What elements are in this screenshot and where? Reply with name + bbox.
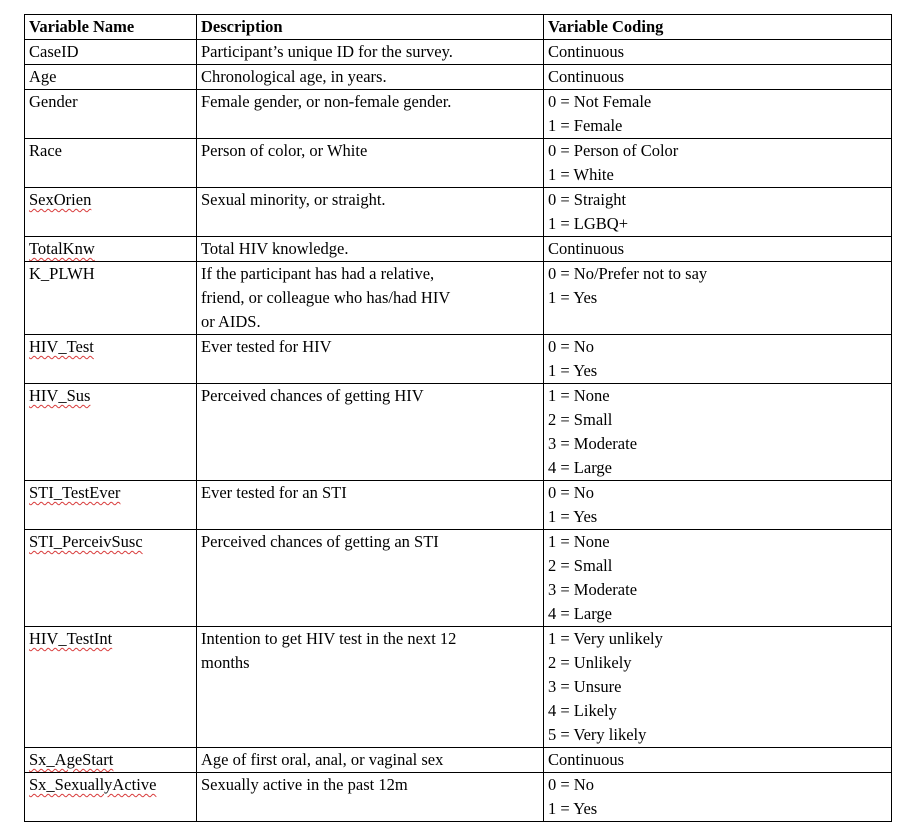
table-row [25, 65, 892, 90]
description-cell [197, 748, 544, 773]
header-variable-coding: Variable Coding [544, 15, 892, 40]
variable-name: CaseID [29, 42, 79, 61]
coding-cell [544, 90, 892, 139]
header-variable-name: Variable Name [25, 15, 197, 40]
variable-codebook-table [24, 14, 892, 822]
description-line: Ever tested for an STI [201, 483, 347, 502]
table-row [25, 773, 892, 822]
coding-line: 1 = LGBQ+ [548, 214, 629, 233]
coding-line: 0 = No [548, 483, 594, 502]
coding-line: Continuous [548, 750, 625, 769]
coding-line: 1 = Yes [548, 799, 598, 818]
variable-name-cell [25, 530, 197, 627]
description-line: Ever tested for HIV [201, 337, 332, 356]
coding-cell [544, 237, 892, 262]
coding-line: 1 = None [548, 532, 610, 551]
description-cell [197, 481, 544, 530]
variable-name-cell [25, 335, 197, 384]
coding-cell [544, 188, 892, 237]
description-cell [197, 90, 544, 139]
variable-name: Gender [29, 92, 78, 111]
description-cell [197, 773, 544, 822]
coding-line: Continuous [548, 239, 625, 258]
coding-line: 4 = Likely [548, 701, 617, 720]
variable-name: HIV_Test [29, 337, 94, 356]
coding-line: 4 = Large [548, 458, 612, 477]
coding-line: Continuous [548, 42, 625, 61]
table-row [25, 188, 892, 237]
variable-name: Sx_AgeStart [29, 750, 114, 769]
coding-cell [544, 530, 892, 627]
coding-cell [544, 384, 892, 481]
variable-name-cell [25, 40, 197, 65]
table-row [25, 530, 892, 627]
description-line: Sexually active in the past 12m [201, 775, 408, 794]
coding-line: 1 = Yes [548, 507, 598, 526]
description-line: Intention to get HIV test in the next 12 [201, 629, 457, 648]
variable-name-cell [25, 65, 197, 90]
coding-line: 0 = No/Prefer not to say [548, 264, 708, 283]
variable-name: HIV_TestInt [29, 629, 113, 648]
description-cell [197, 627, 544, 748]
coding-cell [544, 262, 892, 335]
variable-name-cell [25, 384, 197, 481]
table-row [25, 627, 892, 748]
table-row [25, 40, 892, 65]
description-cell [197, 262, 544, 335]
coding-line: 4 = Large [548, 604, 612, 623]
coding-line: 0 = Not Female [548, 92, 652, 111]
description-cell [197, 139, 544, 188]
description-line: Perceived chances of getting an STI [201, 532, 439, 551]
description-cell [197, 237, 544, 262]
description-cell [197, 530, 544, 627]
description-line: Chronological age, in years. [201, 67, 387, 86]
description-cell [197, 65, 544, 90]
coding-line: 1 = None [548, 386, 610, 405]
table-row [25, 335, 892, 384]
description-line: Sexual minority, or straight. [201, 190, 386, 209]
coding-line: 3 = Unsure [548, 677, 622, 696]
variable-name-cell [25, 748, 197, 773]
variable-name: STI_TestEver [29, 483, 121, 502]
variable-name: Race [29, 141, 62, 160]
variable-name: Age [29, 67, 57, 86]
description-cell [197, 384, 544, 481]
description-line: Person of color, or White [201, 141, 368, 160]
table-row [25, 90, 892, 139]
coding-cell [544, 139, 892, 188]
variable-name-cell [25, 139, 197, 188]
coding-cell [544, 748, 892, 773]
variable-name: STI_PerceivSusc [29, 532, 143, 551]
variable-name: Sx_SexuallyActive [29, 775, 157, 794]
coding-cell [544, 773, 892, 822]
variable-name: HIV_Sus [29, 386, 91, 405]
description-line: Total HIV knowledge. [201, 239, 349, 258]
coding-line: 0 = No [548, 337, 594, 356]
coding-line: 5 = Very likely [548, 725, 647, 744]
table-header [25, 15, 892, 40]
coding-cell [544, 481, 892, 530]
variable-name-cell [25, 627, 197, 748]
variable-name-cell [25, 237, 197, 262]
description-line: Age of first oral, anal, or vaginal sex [201, 750, 444, 769]
variable-name: K_PLWH [29, 264, 95, 283]
header-row [25, 15, 892, 40]
table-row [25, 481, 892, 530]
variable-name-cell [25, 262, 197, 335]
description-cell [197, 40, 544, 65]
coding-line: 2 = Unlikely [548, 653, 632, 672]
coding-line: 3 = Moderate [548, 434, 638, 453]
coding-line: Continuous [548, 67, 625, 86]
variable-name-cell [25, 773, 197, 822]
description-cell [197, 335, 544, 384]
table-row [25, 748, 892, 773]
description-cell [197, 188, 544, 237]
coding-line: 2 = Small [548, 556, 613, 575]
coding-line: 1 = Yes [548, 361, 598, 380]
header-description: Description [197, 15, 544, 40]
variable-name-cell [25, 188, 197, 237]
coding-line: 0 = No [548, 775, 594, 794]
table-row [25, 384, 892, 481]
coding-line: 1 = Female [548, 116, 623, 135]
coding-line: 1 = Yes [548, 288, 598, 307]
coding-line: 1 = Very unlikely [548, 629, 663, 648]
coding-cell [544, 627, 892, 748]
variable-name: TotalKnw [29, 239, 95, 258]
coding-line: 0 = Person of Color [548, 141, 679, 160]
table-row [25, 237, 892, 262]
table-row [25, 139, 892, 188]
description-line: months [201, 653, 250, 672]
variable-name-cell [25, 481, 197, 530]
variable-name-cell [25, 90, 197, 139]
coding-line: 3 = Moderate [548, 580, 638, 599]
coding-line: 1 = White [548, 165, 614, 184]
description-line: Participant’s unique ID for the survey. [201, 42, 453, 61]
description-line: If the participant has had a relative, [201, 264, 435, 283]
description-line: friend, or colleague who has/had HIV [201, 288, 451, 307]
description-line: or AIDS. [201, 312, 261, 331]
variable-name: SexOrien [29, 190, 92, 209]
coding-line: 2 = Small [548, 410, 613, 429]
description-line: Female gender, or non-female gender. [201, 92, 452, 111]
coding-line: 0 = Straight [548, 190, 627, 209]
description-line: Perceived chances of getting HIV [201, 386, 424, 405]
coding-cell [544, 65, 892, 90]
coding-cell [544, 335, 892, 384]
table-row [25, 262, 892, 335]
coding-cell [544, 40, 892, 65]
table-body [25, 40, 892, 822]
